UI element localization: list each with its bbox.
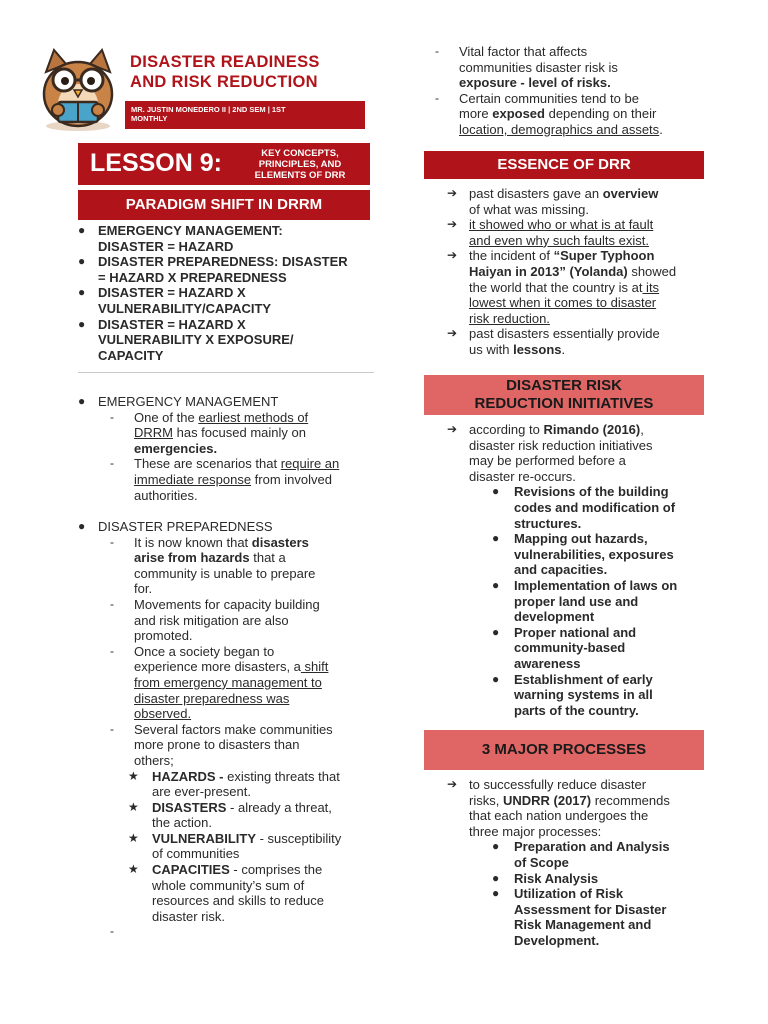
list-item: - Vital factor that affects communities disaster risk is exposure - level of risks. <box>435 44 618 91</box>
list-item: ★ HAZARDS - existing threats that are ever-present. <box>128 768 340 800</box>
essence-of-drr-heading: ESSENCE OF DRR <box>424 151 704 179</box>
list-item: ★ DISASTERS - already a threat, the action. <box>128 799 332 831</box>
list-item: - These are scenarios that require an immediate response from involved authorities. <box>110 456 340 503</box>
paradigm-shift-heading: PARADIGM SHIFT IN DRRM <box>78 190 370 220</box>
drr-initiatives-list <box>447 422 747 718</box>
list-item: - Movements for capacity building and risk mitigation are also promoted. <box>110 596 320 644</box>
list-item: ➔ to successfully reduce disaster risks, UNDRR (2017) recommends that each nation undergoes the three major processes: <box>447 777 670 839</box>
section-heading: ● EMERGENCY MANAGEMENT <box>78 394 279 409</box>
list-item: ★ VULNERABILITY - susceptibility of communities <box>128 830 342 862</box>
list-item: ● Utilization of Risk Assessment for Disaster Risk Management and Development. <box>492 886 667 948</box>
list-item: ● DISASTER = HAZARD X VULNERABILITY/CAPACITY <box>78 285 272 316</box>
paradigm-list <box>78 223 378 363</box>
arrow-icon: ➔ <box>447 422 458 436</box>
exposure-notes <box>435 44 735 138</box>
major-processes-heading: 3 MAJOR PROCESSES <box>424 730 704 770</box>
arrow-icon: ➔ <box>447 326 458 341</box>
list-item: ● Implementation of laws on proper land use and development <box>492 577 678 625</box>
list-item: ★ CAPACITIES - comprises the whole community’s sum of resources and skills to reduce disaster risk. <box>128 862 324 924</box>
list-item: ➔ past disasters gave an overview of what was missing. <box>447 186 659 217</box>
list-item: ● Revisions of the building codes and modification of structures. <box>492 484 676 531</box>
list-item: ➔ the incident of “Super Typhoon Haiyan in 2013” (Yolanda) showed the world that the country is at its lowest when it comes to disaster risk reduction. <box>447 248 677 326</box>
list-item: - It is now known that disasters arise from hazards that a community is unable to prepare for. <box>110 534 316 597</box>
section-heading: ● DISASTER PREPAREDNESS <box>78 519 273 534</box>
list-item: - Several factors make communities more prone to disasters than others; <box>110 721 333 768</box>
arrow-icon: ➔ <box>447 186 458 200</box>
lesson-subtitle: KEY CONCEPTS, PRINCIPLES, AND ELEMENTS OF DRR <box>254 148 346 181</box>
owl-mascot-logo <box>32 42 124 134</box>
list-item: ➔ it showed who or what is at fault and even why such faults exist. <box>447 217 654 248</box>
star-icon: ★ <box>128 768 139 783</box>
list-item: ● DISASTER = HAZARD X VULNERABILITY X EXPOSURE/ CAPACITY <box>78 316 294 363</box>
list-item: - <box>110 924 114 939</box>
major-processes-list <box>447 777 747 949</box>
essence-list <box>447 186 747 358</box>
list-item: ➔ according to Rimando (2016), disaster risk reduction initiatives may be performed before a disaster re-occurs. <box>447 422 653 484</box>
drr-initiatives-heading: DISASTER RISK REDUCTION INITIATIVES <box>424 375 704 415</box>
star-icon: ★ <box>128 799 139 814</box>
star-icon: ★ <box>128 830 139 845</box>
arrow-icon: ➔ <box>447 248 458 263</box>
list-item: ● Proper national and community-based awareness <box>492 624 637 671</box>
disaster-preparedness-section <box>78 519 378 940</box>
star-icon: ★ <box>128 862 139 877</box>
document-title: DISASTER READINESS AND RISK REDUCTION <box>130 53 320 91</box>
divider <box>78 372 374 373</box>
list-item: - One of the earliest methods of DRRM has focused mainly on emergencies. <box>110 409 309 456</box>
list-item: ● DISASTER PREPAREDNESS: DISASTER = HAZARD X PREPAREDNESS <box>78 254 348 285</box>
list-item: ● Risk Analysis <box>492 870 599 886</box>
list-item: - Once a society began to experience more disasters, a shift from emergency management to disaster preparedness was observed. <box>110 643 329 722</box>
list-item: ● Mapping out hazards, vulnerabilities, exposures and capacities. <box>492 531 674 578</box>
lesson-number: LESSON 9: <box>90 149 222 177</box>
arrow-icon: ➔ <box>447 777 458 791</box>
list-item: ➔ past disasters essentially provide us with lessons. <box>447 326 660 357</box>
list-item: - Certain communities tend to be more exposed depending on their location, demographics and assets. <box>435 90 663 137</box>
arrow-icon: ➔ <box>447 217 458 232</box>
emergency-management-section <box>78 394 378 503</box>
list-item: ● Establishment of early warning systems in all parts of the country. <box>492 671 653 718</box>
list-item: ● Preparation and Analysis of Scope <box>492 839 670 870</box>
list-item: ● EMERGENCY MANAGEMENT: DISASTER = HAZARD <box>78 223 283 254</box>
teacher-banner: MR. JUSTIN MONEDERO II | 2ND SEM | 1ST MONTHLY <box>125 101 365 129</box>
